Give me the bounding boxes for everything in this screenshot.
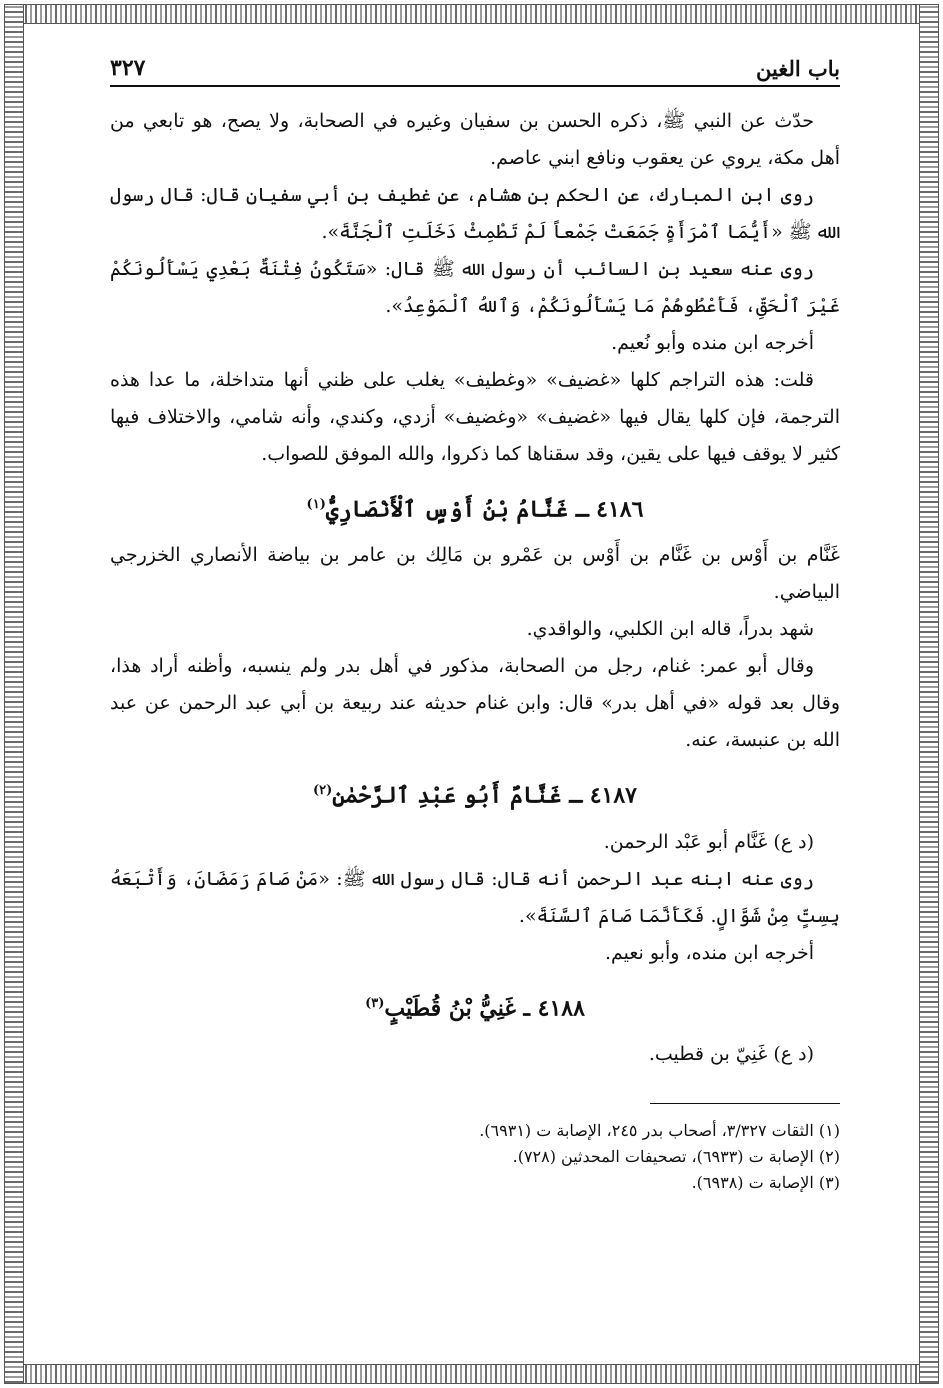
footnote-marker: (٣): [365, 995, 385, 1011]
entry-heading-text: ٤١٨٦ ـ غَنَّامُ بْنُ أَوْسٍ ٱلْأَنْصَارِيُّ: [325, 496, 644, 523]
ornamental-border-bottom: [4, 1364, 939, 1384]
page-body: [110, 55, 840, 1196]
paragraph: قلت: هذه التراجم كلها «غضيف» «وغطيف» يغلب على ظني أنها متداخلة، ما عدا هذه الترجمة، فإن كلها يقال فيها «غضيف» «وغضيف» أزدي، وكندي، وأنه شامي، والاختلاف فيها كثير لا يوقف فيها على يقين، وقد سقناها كما ذكروا، والله الموفق للصواب.: [110, 369, 840, 465]
paragraph: حدّث عن النبي ﷺ، ذكره الحسن بن سفيان وغيره في الصحابة، ولا يصح، هو تابعي من أهل مكة، يروي عن يعقوب ونافع ابني عاصم.: [110, 110, 840, 169]
paragraph: أخرجه ابن منده وأبو نُعيم.: [611, 332, 814, 354]
paragraph: وقال أبو عمر: غنام، رجل من الصحابة، مذكور في أهل بدر ولم ينسبه، وأظنه أراد هذا، وقال بعد قوله «في أهل بدر» قال: وابن غنام حديثه عند ربيعة بن أبي عبد الرحمن عن عبد الله بن عنبسة، عنه.: [110, 655, 840, 752]
footnote: (١) الثقات ٣/٣٢٧، أصحاب بدر ٢٤٥، الإصابة ت (٦٩٣١).: [479, 1120, 840, 1140]
paragraph: غَنَّام بن أَوْس بن غَنَّام بن أَوْس بن عَمْرو بن مَالِك بن عامر بن بياضة الأنصاري الخزرجي البياضي.: [110, 544, 840, 604]
running-head: [110, 55, 840, 87]
ornamental-border-left: [4, 4, 24, 1384]
entry-heading-text: ٤١٨٨ ـ غَنِيُّ بْنُ قُطَيْبٍ: [384, 994, 585, 1021]
entry-heading: [110, 771, 840, 815]
footnote-separator: [650, 1103, 840, 1104]
paragraph: روى عنه ابنه عبد الرحمن أنه قال: قال رسول الله ﷺ: «مَنْ صَامَ رَمَضَانَ، وَأَتْبَعَهُ بِسِتٍّ مِنْ شَوَّالٍ. فَكَأَنَّمَا صَامَ ٱلسَّنَةَ».: [110, 867, 840, 927]
ornamental-border-top: [4, 4, 939, 24]
paragraph: روى ابن المبارك، عن الحكم بن هشام، عن غطيف بن أبي سفيان قال: قال رسول الله ﷺ «أَيُّمَا ٱمْرَأَةٍ جَمَعَتْ جَمْعاً لَمْ تَطْمِثْ دَخَلَتِ ٱلْجَنَّةَ».: [110, 184, 840, 243]
footnote-marker: (١): [306, 497, 326, 512]
paragraph: روى عنه سعيد بن السائب أن رسول الله ﷺ قال: «سَتَكُونُ فِتْنَةٌ بَعْدِي يَسْأَلُونَكُمْ غَيْرَ ٱلْحَقِّ، فَأَعْطُوهُمْ مَا يَسْأَلُونَكُمْ، وَٱللهُ ٱلْمَوْعِدُ».: [110, 258, 840, 317]
entry-heading: [110, 485, 840, 529]
footnote: (٣) الإصابة ت (٦٩٣٨).: [691, 1172, 840, 1192]
paragraph: شهد بدراً، قاله ابن الكلبي، والواقدي.: [526, 618, 814, 641]
paragraph: أخرجه ابن منده، وأبو نعيم.: [604, 941, 814, 964]
paragraph: (د ع) غَنِيّ بن قطيب.: [648, 1042, 814, 1065]
section-title: باب الغين: [755, 56, 840, 81]
entry-heading: [110, 984, 840, 1028]
paragraph: (د ع) غَنَّام أبو عَبْد الرحمن.: [603, 830, 814, 853]
footnote-marker: (٢): [313, 783, 333, 799]
ornamental-border-right: [919, 4, 939, 1384]
page-number: ٣٢٧: [110, 55, 146, 81]
entry-heading-text: ٤١٨٧ ـ غَنَّامٌ أَبُو عَبْدِ ٱلرَّحْمٰنِ: [332, 782, 637, 809]
footnote: (٢) الإصابة ت (٦٩٣٣)، تصحيفات المحدثين (٧٢٨).: [512, 1146, 840, 1166]
